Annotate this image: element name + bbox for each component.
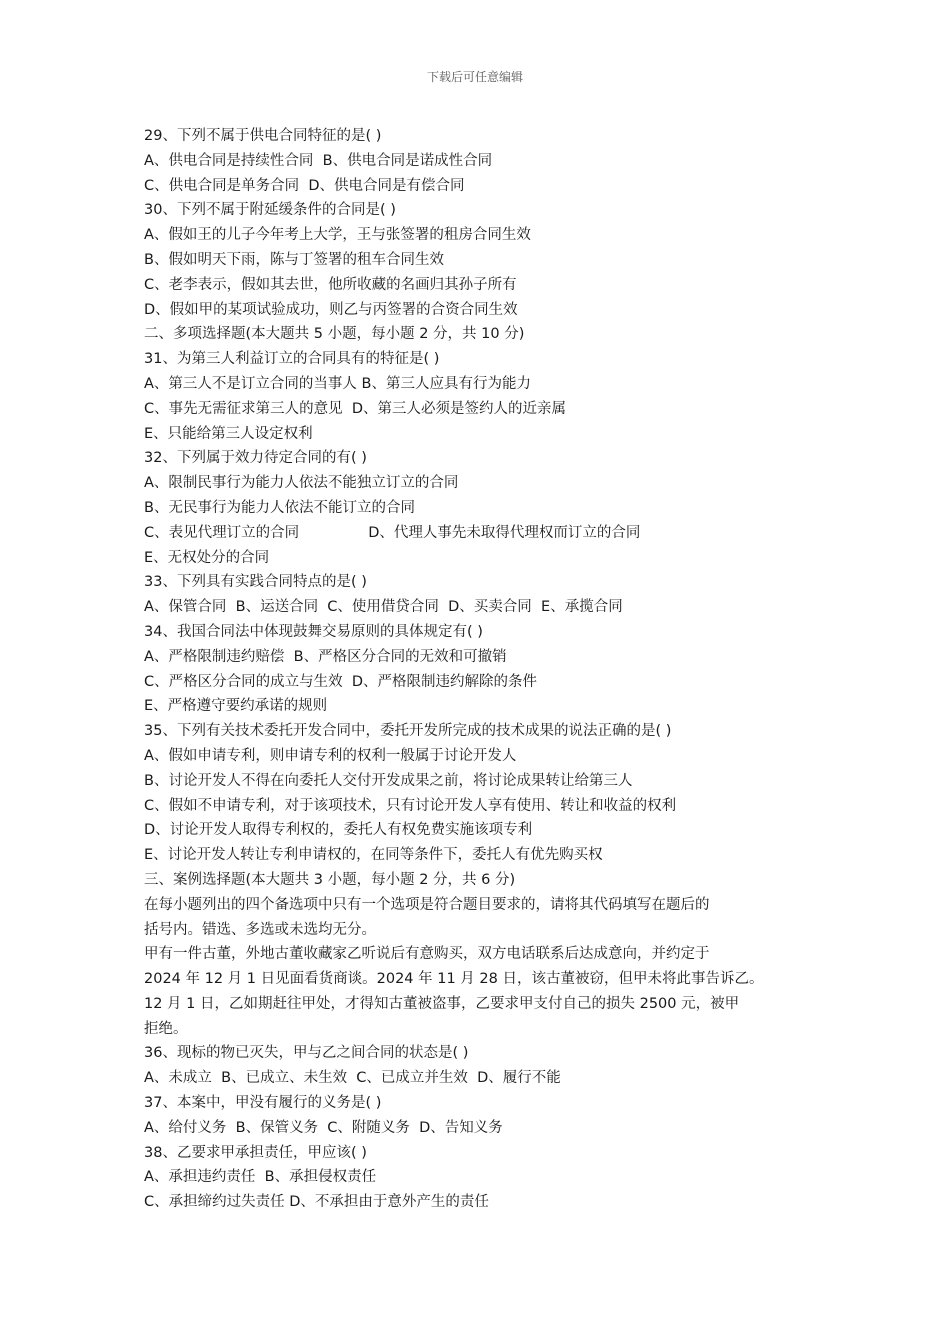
page-header-note: 下载后可任意编辑 [426,70,523,84]
text-line: A、未成立 B、已成立、未生效 C、已成立并生效 D、履行不能 [144,1070,561,1087]
text-line: 30、下列不属于附延缓条件的合同是( ) [144,202,396,219]
text-line: A、承担违约责任 B、承担侵权责任 [144,1169,377,1186]
text-line: C、供电合同是单务合同 D、供电合同是有偿合同 [144,177,465,194]
text-line: 在每小题列出的四个备选项中只有一个选项是符合题目要求的，请将其代码填写在题后的 [144,896,710,913]
document-body [144,124,814,1215]
text-line: 2024 年 12 月 1 日见面看货商谈。2024 年 11 月 28 日，该古董被窃，但甲未将此事告诉乙。 [144,971,764,988]
text-line: C、事先无需征求第三人的意见 D、第三人必须是签约人的近亲属 [144,400,567,417]
text-line: 34、我国合同法中体现鼓舞交易原则的具体规定有( ) [144,623,483,640]
text-line: B、讨论开发人不得在向委托人交付开发成果之前，将讨论成果转让给第三人 [144,772,633,789]
text-line: 二、多项选择题(本大题共 5 小题，每小题 2 分，共 10 分) [144,326,525,343]
text-line: E、讨论开发人转让专利申请权的，在同等条件下，委托人有优先购买权 [144,847,603,864]
text-line: E、严格遵守要约承诺的规则 [144,698,328,715]
text-line: A、供电合同是持续性合同 B、供电合同是诺成性合同 [144,152,493,169]
text-line: A、严格限制违约赔偿 B、严格区分合同的无效和可撤销 [144,648,507,665]
text-line: E、只能给第三人设定权利 [144,425,313,442]
text-line: D、假如甲的某项试验成功，则乙与丙签署的合资合同生效 [144,301,518,318]
text-line: C、老李表示，假如其去世，他所收藏的名画归其孙子所有 [144,276,517,293]
text-line: E、无权处分的合同 [144,549,270,566]
text-line: 甲有一件古董，外地古董收藏家乙听说后有意购买，双方电话联系后达成意向，并约定于 [144,946,710,963]
text-line: C、假如不申请专利，对于该项技术，只有讨论开发人享有使用、转让和收益的权利 [144,797,677,814]
text-line: C、严格区分合同的成立与生效 D、严格限制违约解除的条件 [144,673,538,690]
text-line: 12 月 1 日，乙如期赶往甲处，才得知古董被盗事，乙要求甲支付自己的损失 2500 元，被甲 [144,995,740,1012]
text-line: 拒绝。 [144,1020,188,1037]
text-line: 括号内。错选、多选或未选均无分。 [144,921,376,938]
text-line: A、第三人不是订立合同的当事人 B、第三人应具有行为能力 [144,375,531,392]
text-line: 32、下列属于效力待定合同的有( ) [144,450,367,467]
text-line: D、讨论开发人取得专利权的，委托人有权免费实施该项专利 [144,822,533,839]
text-line: A、限制民事行为能力人依法不能独立订立的合同 [144,475,459,492]
text-line: B、无民事行为能力人依法不能订立的合同 [144,499,415,516]
text-line: A、假如王的儿子今年考上大学，王与张签署的租房合同生效 [144,227,531,244]
text-line: 35、下列有关技术委托开发合同中，委托开发所完成的技术成果的说法正确的是( ) [144,723,672,740]
text-line: B、假如明天下雨，陈与丁签署的租车合同生效 [144,251,444,268]
text-line: C、表见代理订立的合同 D、代理人事先未取得代理权而订立的合同 [144,524,641,541]
text-line: 36、现标的物已灭失，甲与乙之间合同的状态是( ) [144,1045,469,1062]
text-line: 31、为第三人利益订立的合同具有的特征是( ) [144,351,440,368]
text-line: A、假如申请专利，则申请专利的权利一般属于讨论开发人 [144,747,517,764]
text-line: 38、乙要求甲承担责任，甲应该( ) [144,1144,367,1161]
text-line: 33、下列具有实践合同特点的是( ) [144,574,367,591]
text-line: A、保管合同 B、运送合同 C、使用借贷合同 D、买卖合同 E、承揽合同 [144,599,623,616]
text-line: C、承担缔约过失责任 D、不承担由于意外产生的责任 [144,1194,489,1211]
text-line: 37、本案中，甲没有履行的义务是( ) [144,1095,382,1112]
text-line: 三、案例选择题(本大题共 3 小题，每小题 2 分，共 6 分) [144,871,516,888]
text-line: A、给付义务 B、保管义务 C、附随义务 D、告知义务 [144,1119,503,1136]
text-line: 29、下列不属于供电合同特征的是( ) [144,128,382,144]
